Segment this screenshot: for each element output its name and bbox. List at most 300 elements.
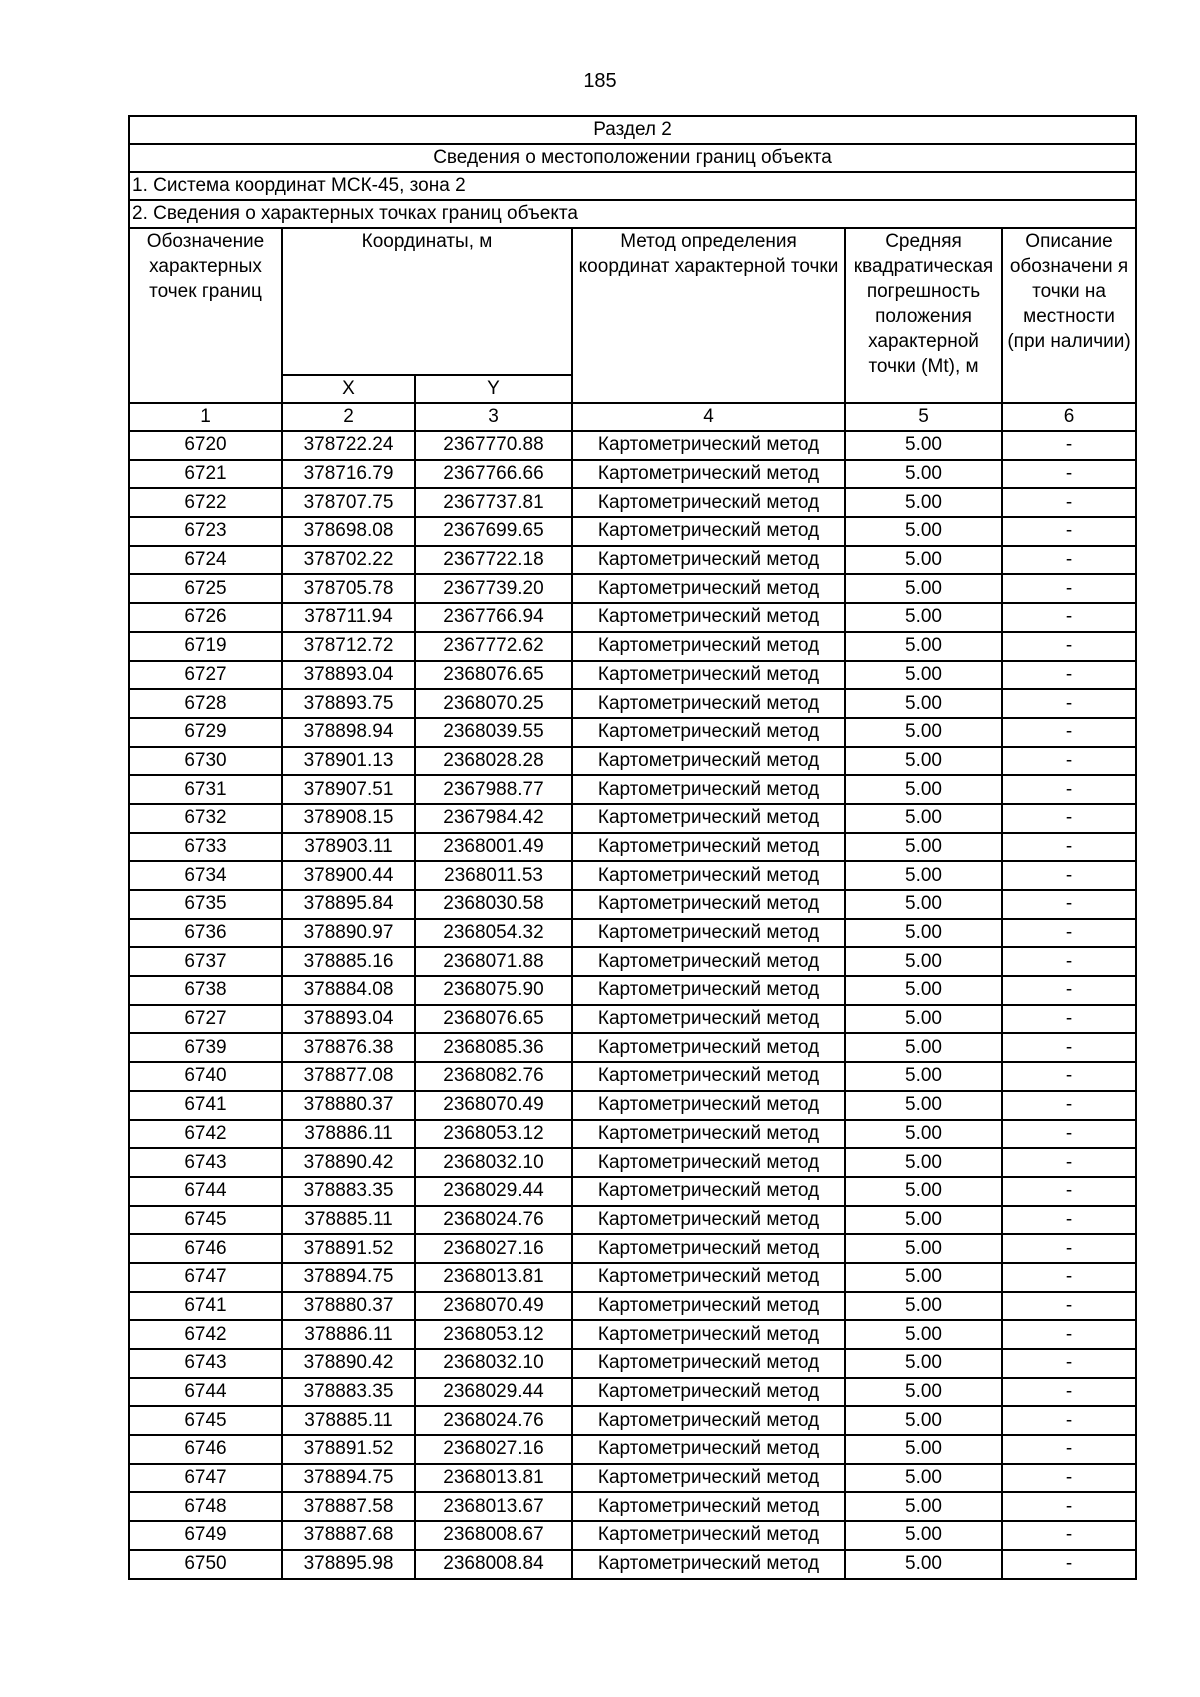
table-row (129, 1320, 1136, 1349)
y-coordinate-cell: 2368008.84 (415, 1550, 572, 1579)
point-id-cell: 6735 (129, 890, 282, 919)
description-cell: - (1002, 1435, 1136, 1464)
method-cell: Картометрический метод (572, 919, 845, 948)
error-cell: 5.00 (845, 460, 1002, 489)
point-id-cell: 6742 (129, 1320, 282, 1349)
table-row (129, 919, 1136, 948)
y-coordinate-cell: 2368011.53 (415, 861, 572, 890)
error-cell: 5.00 (845, 1177, 1002, 1206)
description-cell: - (1002, 1521, 1136, 1550)
x-coordinate-cell: 378711.94 (282, 603, 415, 632)
error-cell: 5.00 (845, 947, 1002, 976)
description-cell: - (1002, 460, 1136, 489)
table-row (129, 1206, 1136, 1235)
method-cell: Картометрический метод (572, 1206, 845, 1235)
error-cell: 5.00 (845, 861, 1002, 890)
description-cell: - (1002, 1349, 1136, 1378)
method-cell: Картометрический метод (572, 431, 845, 460)
error-cell: 5.00 (845, 517, 1002, 546)
y-coordinate-cell: 2368029.44 (415, 1177, 572, 1206)
table-row (129, 661, 1136, 690)
col-coordinates-header: Координаты, м (282, 228, 572, 375)
error-cell: 5.00 (845, 1263, 1002, 1292)
description-cell: - (1002, 689, 1136, 718)
x-coordinate-cell: 378893.04 (282, 661, 415, 690)
error-cell: 5.00 (845, 574, 1002, 603)
method-cell: Картометрический метод (572, 1406, 845, 1435)
description-cell: - (1002, 603, 1136, 632)
table-row (129, 1550, 1136, 1579)
y-coordinate-cell: 2367739.20 (415, 574, 572, 603)
method-cell: Картометрический метод (572, 1062, 845, 1091)
table-row (129, 1492, 1136, 1521)
method-cell: Картометрический метод (572, 1435, 845, 1464)
x-coordinate-cell: 378885.11 (282, 1406, 415, 1435)
description-cell: - (1002, 1378, 1136, 1407)
point-id-cell: 6740 (129, 1062, 282, 1091)
point-id-cell: 6728 (129, 689, 282, 718)
points-title: 2. Сведения о характерных точках границ объекта (129, 200, 1136, 228)
point-id-cell: 6746 (129, 1234, 282, 1263)
method-cell: Картометрический метод (572, 861, 845, 890)
method-cell: Картометрический метод (572, 775, 845, 804)
x-coordinate-cell: 378901.13 (282, 747, 415, 776)
x-coordinate-cell: 378907.51 (282, 775, 415, 804)
table-row (129, 574, 1136, 603)
point-id-cell: 6727 (129, 1005, 282, 1034)
y-coordinate-cell: 2368001.49 (415, 833, 572, 862)
error-cell: 5.00 (845, 718, 1002, 747)
method-cell: Картометрический метод (572, 1091, 845, 1120)
table-row (129, 861, 1136, 890)
y-coordinate-cell: 2368032.10 (415, 1349, 572, 1378)
method-cell: Картометрический метод (572, 632, 845, 661)
description-cell: - (1002, 1234, 1136, 1263)
error-cell: 5.00 (845, 603, 1002, 632)
error-cell: 5.00 (845, 1521, 1002, 1550)
description-cell: - (1002, 546, 1136, 575)
description-cell: - (1002, 1177, 1136, 1206)
y-coordinate-cell: 2368024.76 (415, 1206, 572, 1235)
column-number: 6 (1002, 403, 1136, 431)
method-cell: Картометрический метод (572, 1464, 845, 1493)
method-cell: Картометрический метод (572, 718, 845, 747)
table-row (129, 1292, 1136, 1321)
y-coordinate-cell: 2367766.66 (415, 460, 572, 489)
x-coordinate-cell: 378890.42 (282, 1148, 415, 1177)
table-row (129, 718, 1136, 747)
table-row (129, 833, 1136, 862)
description-cell: - (1002, 1062, 1136, 1091)
method-cell: Картометрический метод (572, 1120, 845, 1149)
x-coordinate-cell: 378891.52 (282, 1435, 415, 1464)
y-coordinate-cell: 2368053.12 (415, 1320, 572, 1349)
table-row (129, 804, 1136, 833)
description-cell: - (1002, 804, 1136, 833)
x-coordinate-cell: 378900.44 (282, 861, 415, 890)
y-coordinate-cell: 2368027.16 (415, 1435, 572, 1464)
y-coordinate-cell: 2367988.77 (415, 775, 572, 804)
description-cell: - (1002, 1206, 1136, 1235)
point-id-cell: 6726 (129, 603, 282, 632)
point-id-cell: 6739 (129, 1033, 282, 1062)
point-id-cell: 6721 (129, 460, 282, 489)
x-coordinate-cell: 378880.37 (282, 1292, 415, 1321)
point-id-cell: 6727 (129, 661, 282, 690)
x-coordinate-cell: 378885.11 (282, 1206, 415, 1235)
table-row (129, 460, 1136, 489)
x-coordinate-cell: 378887.58 (282, 1492, 415, 1521)
error-cell: 5.00 (845, 1005, 1002, 1034)
y-coordinate-cell: 2368076.65 (415, 1005, 572, 1034)
description-cell: - (1002, 890, 1136, 919)
table-row (129, 1349, 1136, 1378)
description-cell: - (1002, 1292, 1136, 1321)
y-coordinate-cell: 2368076.65 (415, 661, 572, 690)
x-coordinate-cell: 378891.52 (282, 1234, 415, 1263)
error-cell: 5.00 (845, 1435, 1002, 1464)
error-cell: 5.00 (845, 919, 1002, 948)
point-id-cell: 6741 (129, 1292, 282, 1321)
table-subtitle: Сведения о местоположении границ объекта (129, 144, 1136, 172)
y-coordinate-cell: 2368070.49 (415, 1292, 572, 1321)
col-y-header: Y (415, 375, 572, 403)
point-id-cell: 6748 (129, 1492, 282, 1521)
y-coordinate-cell: 2368071.88 (415, 947, 572, 976)
method-cell: Картометрический метод (572, 1263, 845, 1292)
error-cell: 5.00 (845, 833, 1002, 862)
table-row (129, 517, 1136, 546)
column-number: 4 (572, 403, 845, 431)
point-id-cell: 6744 (129, 1177, 282, 1206)
method-cell: Картометрический метод (572, 488, 845, 517)
y-coordinate-cell: 2368054.32 (415, 919, 572, 948)
x-coordinate-cell: 378883.35 (282, 1378, 415, 1407)
table-row (129, 976, 1136, 1005)
point-id-cell: 6747 (129, 1263, 282, 1292)
table-body (129, 431, 1136, 1579)
section-title: Раздел 2 (129, 116, 1136, 144)
x-coordinate-cell: 378883.35 (282, 1177, 415, 1206)
table-row (129, 947, 1136, 976)
point-id-cell: 6725 (129, 574, 282, 603)
error-cell: 5.00 (845, 1148, 1002, 1177)
point-id-cell: 6720 (129, 431, 282, 460)
point-id-cell: 6734 (129, 861, 282, 890)
x-coordinate-cell: 378698.08 (282, 517, 415, 546)
description-cell: - (1002, 632, 1136, 661)
x-coordinate-cell: 378876.38 (282, 1033, 415, 1062)
table-row (129, 603, 1136, 632)
description-cell: - (1002, 1033, 1136, 1062)
point-id-cell: 6747 (129, 1464, 282, 1493)
point-id-cell: 6724 (129, 546, 282, 575)
y-coordinate-cell: 2368013.81 (415, 1464, 572, 1493)
column-number: 1 (129, 403, 282, 431)
error-cell: 5.00 (845, 1550, 1002, 1579)
table-row (129, 1177, 1136, 1206)
description-cell: - (1002, 661, 1136, 690)
x-coordinate-cell: 378884.08 (282, 976, 415, 1005)
col-x-header: X (282, 375, 415, 403)
y-coordinate-cell: 2368053.12 (415, 1120, 572, 1149)
method-cell: Картометрический метод (572, 1349, 845, 1378)
y-coordinate-cell: 2368024.76 (415, 1406, 572, 1435)
method-cell: Картометрический метод (572, 661, 845, 690)
x-coordinate-cell: 378885.16 (282, 947, 415, 976)
point-id-cell: 6745 (129, 1406, 282, 1435)
table-row (129, 1033, 1136, 1062)
y-coordinate-cell: 2368039.55 (415, 718, 572, 747)
x-coordinate-cell: 378903.11 (282, 833, 415, 862)
x-coordinate-cell: 378705.78 (282, 574, 415, 603)
point-id-cell: 6738 (129, 976, 282, 1005)
point-id-cell: 6750 (129, 1550, 282, 1579)
coordinate-system: 1. Система координат МСК-45, зона 2 (129, 172, 1136, 200)
page-number: 185 (583, 70, 617, 92)
description-cell: - (1002, 861, 1136, 890)
col-method-header: Метод определения координат характерной точки (572, 228, 845, 403)
error-cell: 5.00 (845, 488, 1002, 517)
error-cell: 5.00 (845, 747, 1002, 776)
table-row (129, 890, 1136, 919)
y-coordinate-cell: 2368070.49 (415, 1091, 572, 1120)
x-coordinate-cell: 378702.22 (282, 546, 415, 575)
table-row (129, 1521, 1136, 1550)
error-cell: 5.00 (845, 775, 1002, 804)
description-cell: - (1002, 431, 1136, 460)
error-cell: 5.00 (845, 546, 1002, 575)
table-row (129, 1120, 1136, 1149)
description-cell: - (1002, 1091, 1136, 1120)
table-row (129, 1378, 1136, 1407)
point-id-cell: 6749 (129, 1521, 282, 1550)
description-cell: - (1002, 1005, 1136, 1034)
error-cell: 5.00 (845, 1406, 1002, 1435)
table-row (129, 747, 1136, 776)
method-cell: Картометрический метод (572, 890, 845, 919)
description-cell: - (1002, 947, 1136, 976)
x-coordinate-cell: 378893.04 (282, 1005, 415, 1034)
method-cell: Картометрический метод (572, 747, 845, 776)
y-coordinate-cell: 2367699.65 (415, 517, 572, 546)
description-cell: - (1002, 1550, 1136, 1579)
error-cell: 5.00 (845, 1492, 1002, 1521)
method-cell: Картометрический метод (572, 1550, 845, 1579)
method-cell: Картометрический метод (572, 1492, 845, 1521)
method-cell: Картометрический метод (572, 689, 845, 718)
x-coordinate-cell: 378895.98 (282, 1550, 415, 1579)
column-number: 3 (415, 403, 572, 431)
x-coordinate-cell: 378722.24 (282, 431, 415, 460)
col-designation-header: Обозначение характерных точек границ (129, 228, 282, 403)
point-id-cell: 6736 (129, 919, 282, 948)
table-row (129, 1406, 1136, 1435)
y-coordinate-cell: 2368085.36 (415, 1033, 572, 1062)
description-cell: - (1002, 488, 1136, 517)
x-coordinate-cell: 378712.72 (282, 632, 415, 661)
method-cell: Картометрический метод (572, 460, 845, 489)
point-id-cell: 6744 (129, 1378, 282, 1407)
error-cell: 5.00 (845, 976, 1002, 1005)
point-id-cell: 6741 (129, 1091, 282, 1120)
error-cell: 5.00 (845, 689, 1002, 718)
method-cell: Картометрический метод (572, 574, 845, 603)
column-numbers-row (129, 403, 1136, 431)
point-id-cell: 6722 (129, 488, 282, 517)
description-cell: - (1002, 1148, 1136, 1177)
boundary-points-table (128, 115, 1137, 1580)
y-coordinate-cell: 2367770.88 (415, 431, 572, 460)
method-cell: Картометрический метод (572, 517, 845, 546)
method-cell: Картометрический метод (572, 947, 845, 976)
method-cell: Картометрический метод (572, 1320, 845, 1349)
error-cell: 5.00 (845, 1292, 1002, 1321)
column-number: 5 (845, 403, 1002, 431)
error-cell: 5.00 (845, 890, 1002, 919)
description-cell: - (1002, 919, 1136, 948)
point-id-cell: 6742 (129, 1120, 282, 1149)
x-coordinate-cell: 378887.68 (282, 1521, 415, 1550)
table-row (129, 1234, 1136, 1263)
y-coordinate-cell: 2367766.94 (415, 603, 572, 632)
point-id-cell: 6729 (129, 718, 282, 747)
description-cell: - (1002, 574, 1136, 603)
method-cell: Картометрический метод (572, 1521, 845, 1550)
description-cell: - (1002, 747, 1136, 776)
point-id-cell: 6730 (129, 747, 282, 776)
method-cell: Картометрический метод (572, 603, 845, 632)
x-coordinate-cell: 378895.84 (282, 890, 415, 919)
error-cell: 5.00 (845, 1062, 1002, 1091)
table-row (129, 1062, 1136, 1091)
x-coordinate-cell: 378898.94 (282, 718, 415, 747)
error-cell: 5.00 (845, 1464, 1002, 1493)
error-cell: 5.00 (845, 431, 1002, 460)
description-cell: - (1002, 833, 1136, 862)
method-cell: Картометрический метод (572, 1005, 845, 1034)
table-row (129, 1148, 1136, 1177)
method-cell: Картометрический метод (572, 1234, 845, 1263)
error-cell: 5.00 (845, 1033, 1002, 1062)
table-row (129, 431, 1136, 460)
x-coordinate-cell: 378877.08 (282, 1062, 415, 1091)
y-coordinate-cell: 2367722.18 (415, 546, 572, 575)
x-coordinate-cell: 378890.97 (282, 919, 415, 948)
description-cell: - (1002, 1320, 1136, 1349)
error-cell: 5.00 (845, 804, 1002, 833)
method-cell: Картометрический метод (572, 1033, 845, 1062)
y-coordinate-cell: 2368028.28 (415, 747, 572, 776)
y-coordinate-cell: 2368030.58 (415, 890, 572, 919)
y-coordinate-cell: 2368027.16 (415, 1234, 572, 1263)
point-id-cell: 6743 (129, 1349, 282, 1378)
description-cell: - (1002, 1464, 1136, 1493)
description-cell: - (1002, 1492, 1136, 1521)
method-cell: Картометрический метод (572, 833, 845, 862)
method-cell: Картометрический метод (572, 1177, 845, 1206)
y-coordinate-cell: 2368032.10 (415, 1148, 572, 1177)
x-coordinate-cell: 378908.15 (282, 804, 415, 833)
point-id-cell: 6732 (129, 804, 282, 833)
table-row (129, 488, 1136, 517)
description-cell: - (1002, 1406, 1136, 1435)
table-row (129, 1005, 1136, 1034)
description-cell: - (1002, 517, 1136, 546)
point-id-cell: 6743 (129, 1148, 282, 1177)
point-id-cell: 6731 (129, 775, 282, 804)
error-cell: 5.00 (845, 1206, 1002, 1235)
x-coordinate-cell: 378894.75 (282, 1263, 415, 1292)
point-id-cell: 6745 (129, 1206, 282, 1235)
table-row (129, 1263, 1136, 1292)
table-row (129, 1464, 1136, 1493)
y-coordinate-cell: 2367737.81 (415, 488, 572, 517)
description-cell: - (1002, 1120, 1136, 1149)
error-cell: 5.00 (845, 1349, 1002, 1378)
error-cell: 5.00 (845, 1120, 1002, 1149)
x-coordinate-cell: 378886.11 (282, 1320, 415, 1349)
method-cell: Картометрический метод (572, 1378, 845, 1407)
x-coordinate-cell: 378716.79 (282, 460, 415, 489)
error-cell: 5.00 (845, 1234, 1002, 1263)
y-coordinate-cell: 2368013.81 (415, 1263, 572, 1292)
method-cell: Картометрический метод (572, 1292, 845, 1321)
y-coordinate-cell: 2368013.67 (415, 1492, 572, 1521)
method-cell: Картометрический метод (572, 1148, 845, 1177)
x-coordinate-cell: 378894.75 (282, 1464, 415, 1493)
x-coordinate-cell: 378893.75 (282, 689, 415, 718)
point-id-cell: 6737 (129, 947, 282, 976)
y-coordinate-cell: 2368070.25 (415, 689, 572, 718)
description-cell: - (1002, 775, 1136, 804)
col-description-header: Описание обозначени я точки на местности (при наличии) (1002, 228, 1136, 403)
point-id-cell: 6719 (129, 632, 282, 661)
column-number: 2 (282, 403, 415, 431)
table-row (129, 632, 1136, 661)
y-coordinate-cell: 2368029.44 (415, 1378, 572, 1407)
point-id-cell: 6723 (129, 517, 282, 546)
x-coordinate-cell: 378890.42 (282, 1349, 415, 1378)
table-row (129, 546, 1136, 575)
x-coordinate-cell: 378707.75 (282, 488, 415, 517)
table-row (129, 689, 1136, 718)
point-id-cell: 6746 (129, 1435, 282, 1464)
y-coordinate-cell: 2367984.42 (415, 804, 572, 833)
y-coordinate-cell: 2368075.90 (415, 976, 572, 1005)
description-cell: - (1002, 976, 1136, 1005)
error-cell: 5.00 (845, 1320, 1002, 1349)
method-cell: Картометрический метод (572, 546, 845, 575)
error-cell: 5.00 (845, 661, 1002, 690)
method-cell: Картометрический метод (572, 976, 845, 1005)
x-coordinate-cell: 378880.37 (282, 1091, 415, 1120)
y-coordinate-cell: 2368082.76 (415, 1062, 572, 1091)
error-cell: 5.00 (845, 1091, 1002, 1120)
method-cell: Картометрический метод (572, 804, 845, 833)
y-coordinate-cell: 2367772.62 (415, 632, 572, 661)
error-cell: 5.00 (845, 632, 1002, 661)
table-row (129, 1091, 1136, 1120)
description-cell: - (1002, 718, 1136, 747)
table-row (129, 1435, 1136, 1464)
x-coordinate-cell: 378886.11 (282, 1120, 415, 1149)
col-error-header: Средняя квадратическая погрешность положения характерной точки (Mt), м (845, 228, 1002, 403)
table-row (129, 775, 1136, 804)
error-cell: 5.00 (845, 1378, 1002, 1407)
point-id-cell: 6733 (129, 833, 282, 862)
description-cell: - (1002, 1263, 1136, 1292)
